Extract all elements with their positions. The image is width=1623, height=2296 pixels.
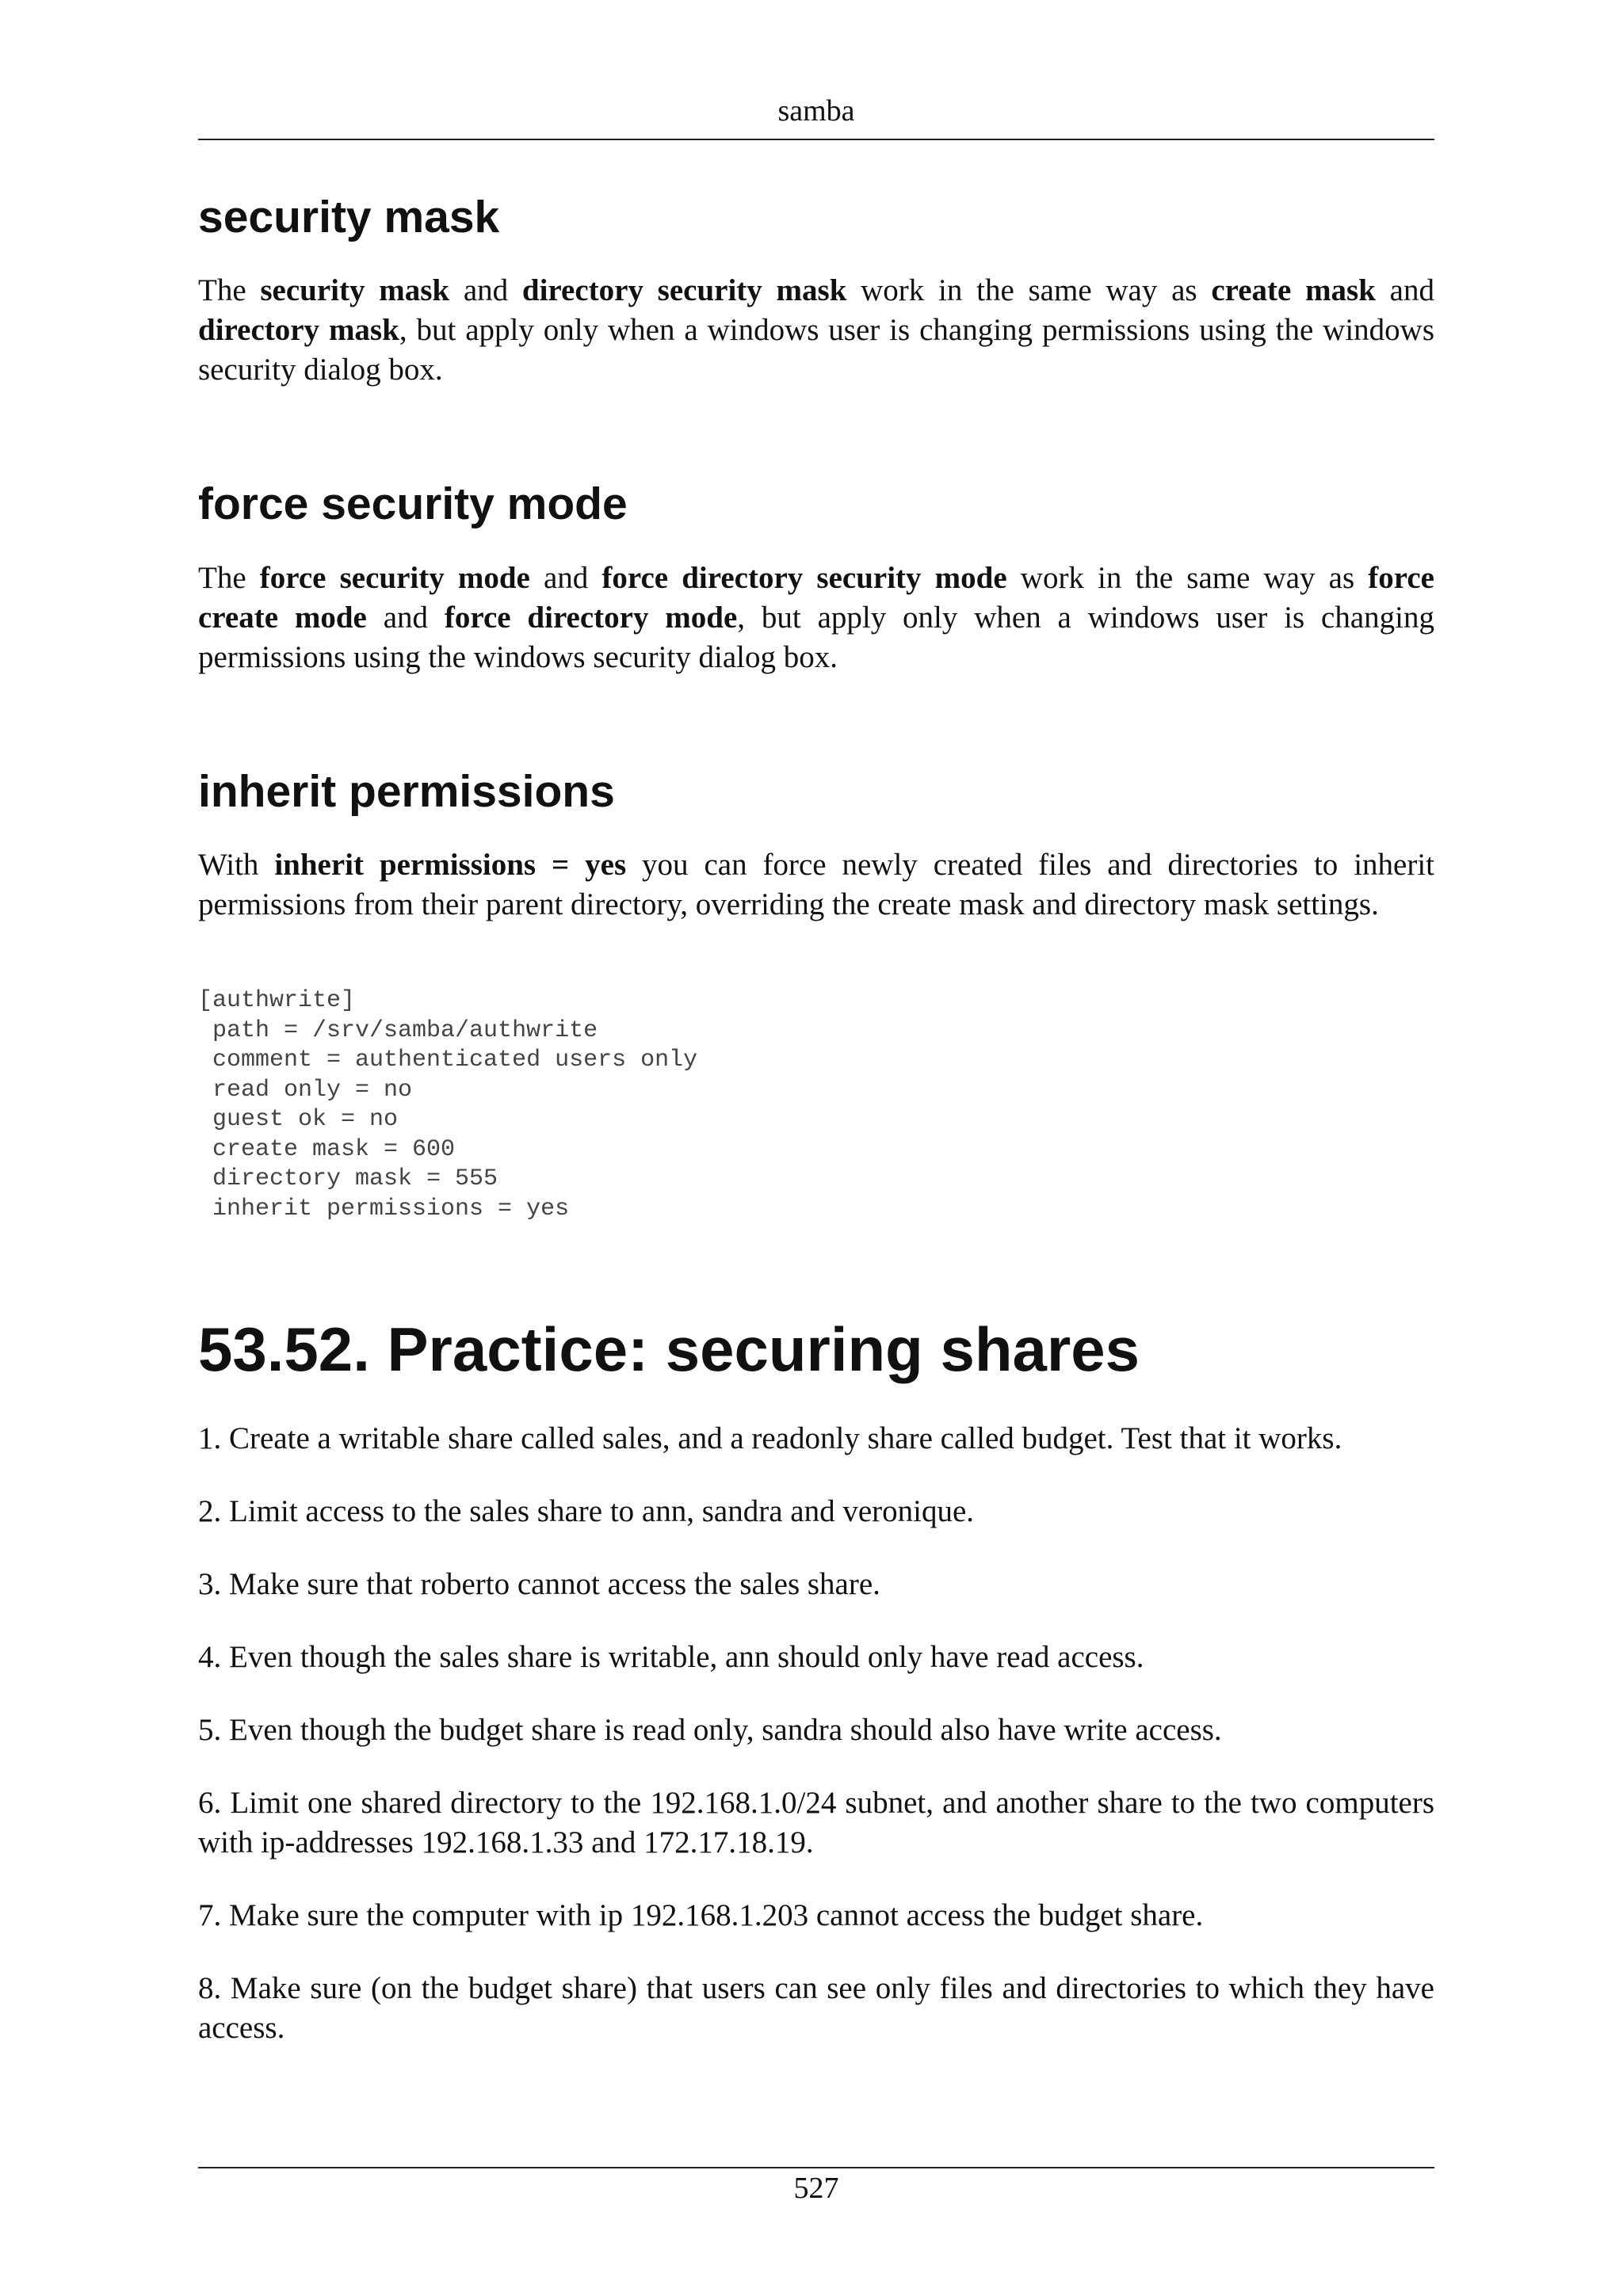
practice-task: 1. Create a writable share called sales, and a readonly share called budget. Test that it works.: [198, 1421, 1342, 1455]
section-security-mask: [198, 190, 1434, 390]
practice-task: 5. Even though the budget share is read only, sandra should also have write access.: [198, 1712, 1222, 1747]
bold-term: inherit permissions = yes: [274, 848, 627, 883]
bold-term: force directory security mode: [601, 560, 1007, 595]
paragraph-text: , but apply only when a windows user is changing permissions using the windows security dialog box.: [198, 600, 1435, 674]
running-header: samba: [777, 94, 855, 128]
section-paragraph: [198, 271, 1434, 390]
page-content: [198, 190, 1434, 2081]
bold-term: force create mode: [198, 560, 1434, 635]
section-heading: force security mode: [198, 479, 628, 530]
practice-section: [198, 1313, 1434, 2048]
paragraph-text: and: [529, 560, 602, 595]
practice-heading: 53.52. Practice: securing shares: [198, 1314, 1140, 1385]
section-force-security-mode: [198, 477, 1434, 677]
practice-task: 4. Even though the sales share is writable, ann should only have read access.: [198, 1639, 1144, 1674]
section-paragraph: [198, 845, 1434, 925]
section-inherit-permissions: [198, 765, 1434, 1224]
bold-term: directory security mask: [521, 273, 847, 308]
section-paragraph: [198, 559, 1434, 677]
bold-term: security mask: [260, 273, 450, 308]
practice-task: 3. Make sure that roberto cannot access the sales share.: [198, 1566, 880, 1601]
section-heading: inherit permissions: [198, 765, 615, 817]
practice-task: 8. Make sure (on the budget share) that users can see only files and directories to which they have access.: [198, 1970, 1434, 2045]
paragraph-text: and: [449, 273, 522, 308]
paragraph-text: The: [198, 273, 261, 308]
bold-term: directory mask: [198, 313, 399, 348]
header-rule: [198, 139, 1434, 140]
footer-rule: [198, 2167, 1434, 2168]
paragraph-text: With: [198, 848, 275, 883]
paragraph-text: work in the same way as: [1006, 560, 1369, 595]
config-code-block: [authwrite] path = /srv/samba/authwrite comment = authenticated users only read only = no guest ok = no create mask = 600 directory mask = 555 inherit permissions = yes: [198, 987, 698, 1222]
section-heading: security mask: [198, 192, 500, 242]
bold-term: force security mode: [259, 560, 530, 595]
practice-task: 2. Limit access to the sales share to ann, sandra and veronique.: [198, 1493, 975, 1528]
practice-task: 7. Make sure the computer with ip 192.168.1.203 cannot access the budget share.: [198, 1897, 1204, 1932]
paragraph-text: and: [1375, 273, 1434, 308]
practice-task-list: [198, 1419, 1434, 2048]
page-number: 527: [793, 2172, 839, 2205]
bold-term: create mask: [1211, 273, 1376, 308]
paragraph-text: , but apply only when a windows user is changing permissions using the windows security dialog box.: [198, 313, 1434, 387]
paragraph-text: work in the same way as: [846, 273, 1212, 308]
practice-task: 6. Limit one shared directory to the 192.168.1.0/24 subnet, and another share to the two computers with ip-addresses 192.168.1.33 and 172.17.18.19.: [198, 1785, 1434, 1859]
paragraph-text: you can force newly created files and directories to inherit permissions from their parent directory, overriding the create mask and directory mask settings.: [198, 848, 1435, 922]
paragraph-text: and: [366, 600, 445, 635]
paragraph-text: The: [198, 560, 260, 595]
bold-term: force directory mode: [444, 600, 738, 635]
